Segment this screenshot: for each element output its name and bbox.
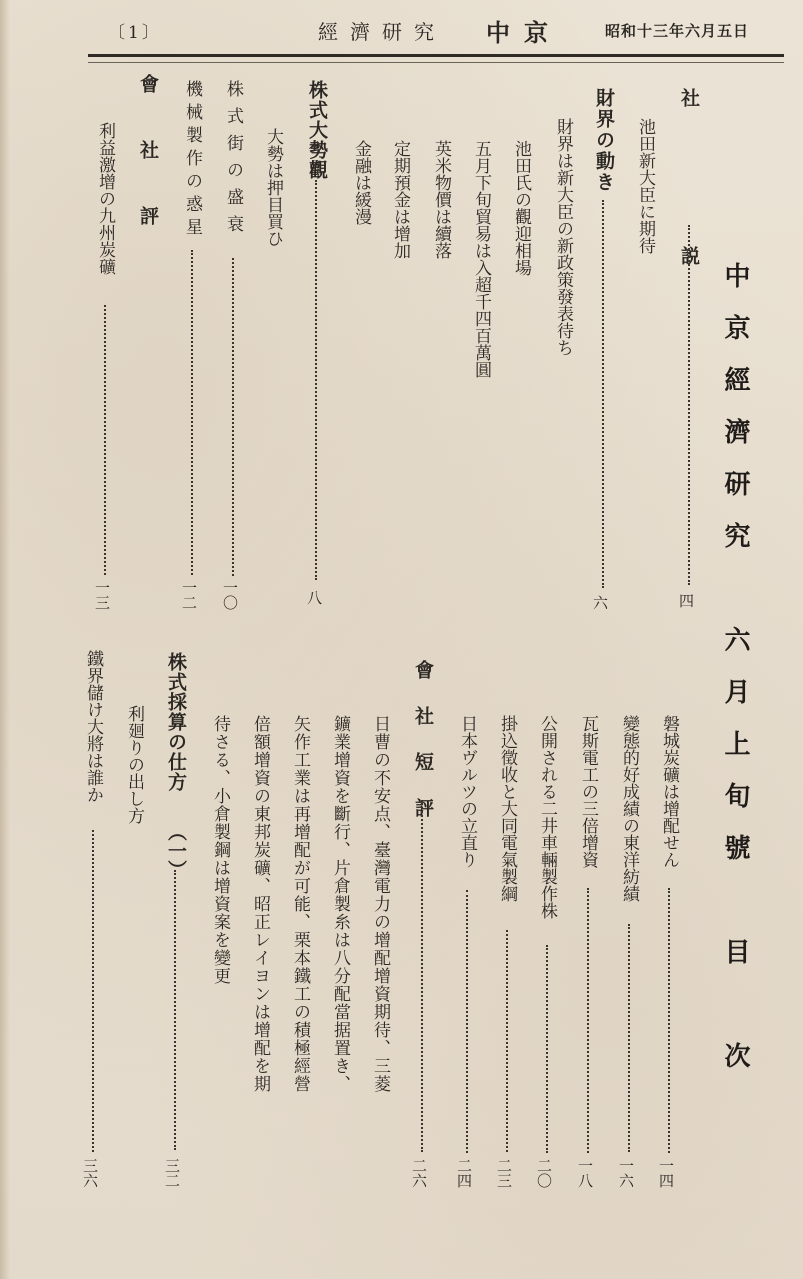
- toc-item-leader: [628, 924, 633, 1152]
- toc-item: 利益激增の九州炭礦: [95, 122, 115, 275]
- volume-title: 中京經濟研究 六月上旬號 目 次: [720, 262, 750, 1094]
- stock-calc-page: 三二: [163, 1158, 181, 1188]
- toc-item-page: 一八: [576, 1158, 594, 1188]
- finance-leader: [602, 200, 607, 588]
- toc-item: 鐵界儲け大將は誰か: [83, 650, 103, 803]
- toc-item-leader: [232, 258, 237, 576]
- toc-item-page: 二三: [495, 1158, 513, 1188]
- short-review-page: 二六: [410, 1158, 428, 1188]
- short-review-heading: 會 社 短 評: [412, 660, 434, 821]
- finance-heading: 財界の動き: [593, 88, 615, 193]
- stock-calc-leader: [174, 870, 179, 1150]
- finance-page: 六: [591, 595, 609, 610]
- toc-item: 日本ヴルツの立直り: [457, 715, 477, 868]
- publication-title-big: 中京: [486, 17, 562, 47]
- toc-item-leader: [104, 305, 109, 575]
- toc-item-page: 一三: [93, 580, 111, 610]
- toc-item-page: 一六: [617, 1158, 635, 1188]
- toc-item-leader: [466, 890, 471, 1153]
- toc-item: 大勢は押目買ひ: [263, 128, 283, 247]
- toc-item: 掛込徵收と大同電氣製綱: [497, 715, 517, 902]
- toc-item-leader: [92, 830, 97, 1152]
- toc-item: 機械製作の惑星: [182, 80, 202, 241]
- toc-item: 英米物價は續落: [431, 140, 451, 259]
- toc-item-leader: [668, 888, 673, 1153]
- toc-item-leader: [546, 945, 551, 1153]
- toc-item: 利廻りの出し方: [124, 705, 144, 824]
- publication-title: [318, 10, 562, 50]
- short-review-line: 待さる、小倉製鋼は增資案を變更: [210, 715, 230, 985]
- toc-item: 池田新大臣に期待: [635, 118, 655, 254]
- stock-calc-heading: 株式採算の仕方: [165, 652, 187, 792]
- short-review-leader: [421, 800, 426, 1152]
- editorial-heading: 社 説: [678, 88, 700, 325]
- toc-item: 變態的好成績の東洋紡績: [619, 715, 639, 902]
- publication-title-rest: 經濟研究: [318, 19, 446, 44]
- stock-outlook-heading: 株式大勢觀: [306, 80, 328, 180]
- stock-outlook-page: 八: [305, 590, 323, 605]
- short-review-line: 鑛業增資を斷行、片倉製糸は八分配當据置き、: [330, 715, 350, 1093]
- toc-item: 瓦斯電工の三倍增資: [578, 715, 598, 868]
- company-review-heading: 會 社 評: [137, 74, 159, 239]
- toc-item: 池田氏の觀迎相場: [511, 140, 531, 276]
- toc-item: 株式街の盛衰: [223, 80, 243, 242]
- toc-item-page: 三六: [81, 1158, 99, 1188]
- toc-item-page: 一〇: [221, 580, 239, 610]
- toc-item-page: 一四: [657, 1158, 675, 1188]
- toc-item-leader: [587, 888, 592, 1153]
- header-rule: [88, 54, 784, 57]
- page-number: 〔1〕: [108, 22, 162, 43]
- toc-item-page: 二四: [455, 1158, 473, 1188]
- toc-item-leader: [191, 250, 196, 575]
- toc-item: 公開される二井車輛製作株: [537, 715, 557, 919]
- toc-item: 五月下旬貿易は入超千四百萬圓: [471, 140, 491, 378]
- stock-calc-part: （一）: [165, 822, 187, 879]
- editorial-page: 四: [677, 593, 695, 608]
- page-edge-shadow: [0, 0, 10, 1279]
- toc-item-leader: [506, 930, 511, 1152]
- header-rule-thin: [88, 62, 784, 63]
- short-review-line: 矢作工業は再增配が可能、栗本鐵工の積極經營: [290, 715, 310, 1093]
- toc-item: 磐城炭礦は增配せん: [659, 715, 679, 868]
- issue-date: 昭和十三年六月五日: [605, 21, 750, 40]
- short-review-line: 倍額增資の東邦炭礦、昭正レイヨンは增配を期: [250, 715, 270, 1093]
- stock-outlook-leader: [315, 180, 320, 580]
- editorial-leader: [688, 225, 693, 585]
- toc-item: 財界は新大臣の新政策發表待ち: [553, 118, 573, 356]
- toc-item: 金融は緩漫: [351, 140, 371, 225]
- toc-item-page: 二〇: [535, 1158, 553, 1188]
- toc-item-page: 一二: [180, 580, 198, 610]
- toc-item: 定期預金は增加: [390, 140, 410, 259]
- short-review-line: 日曹の不安点、臺灣電力の增配增資期待、三菱: [370, 715, 390, 1093]
